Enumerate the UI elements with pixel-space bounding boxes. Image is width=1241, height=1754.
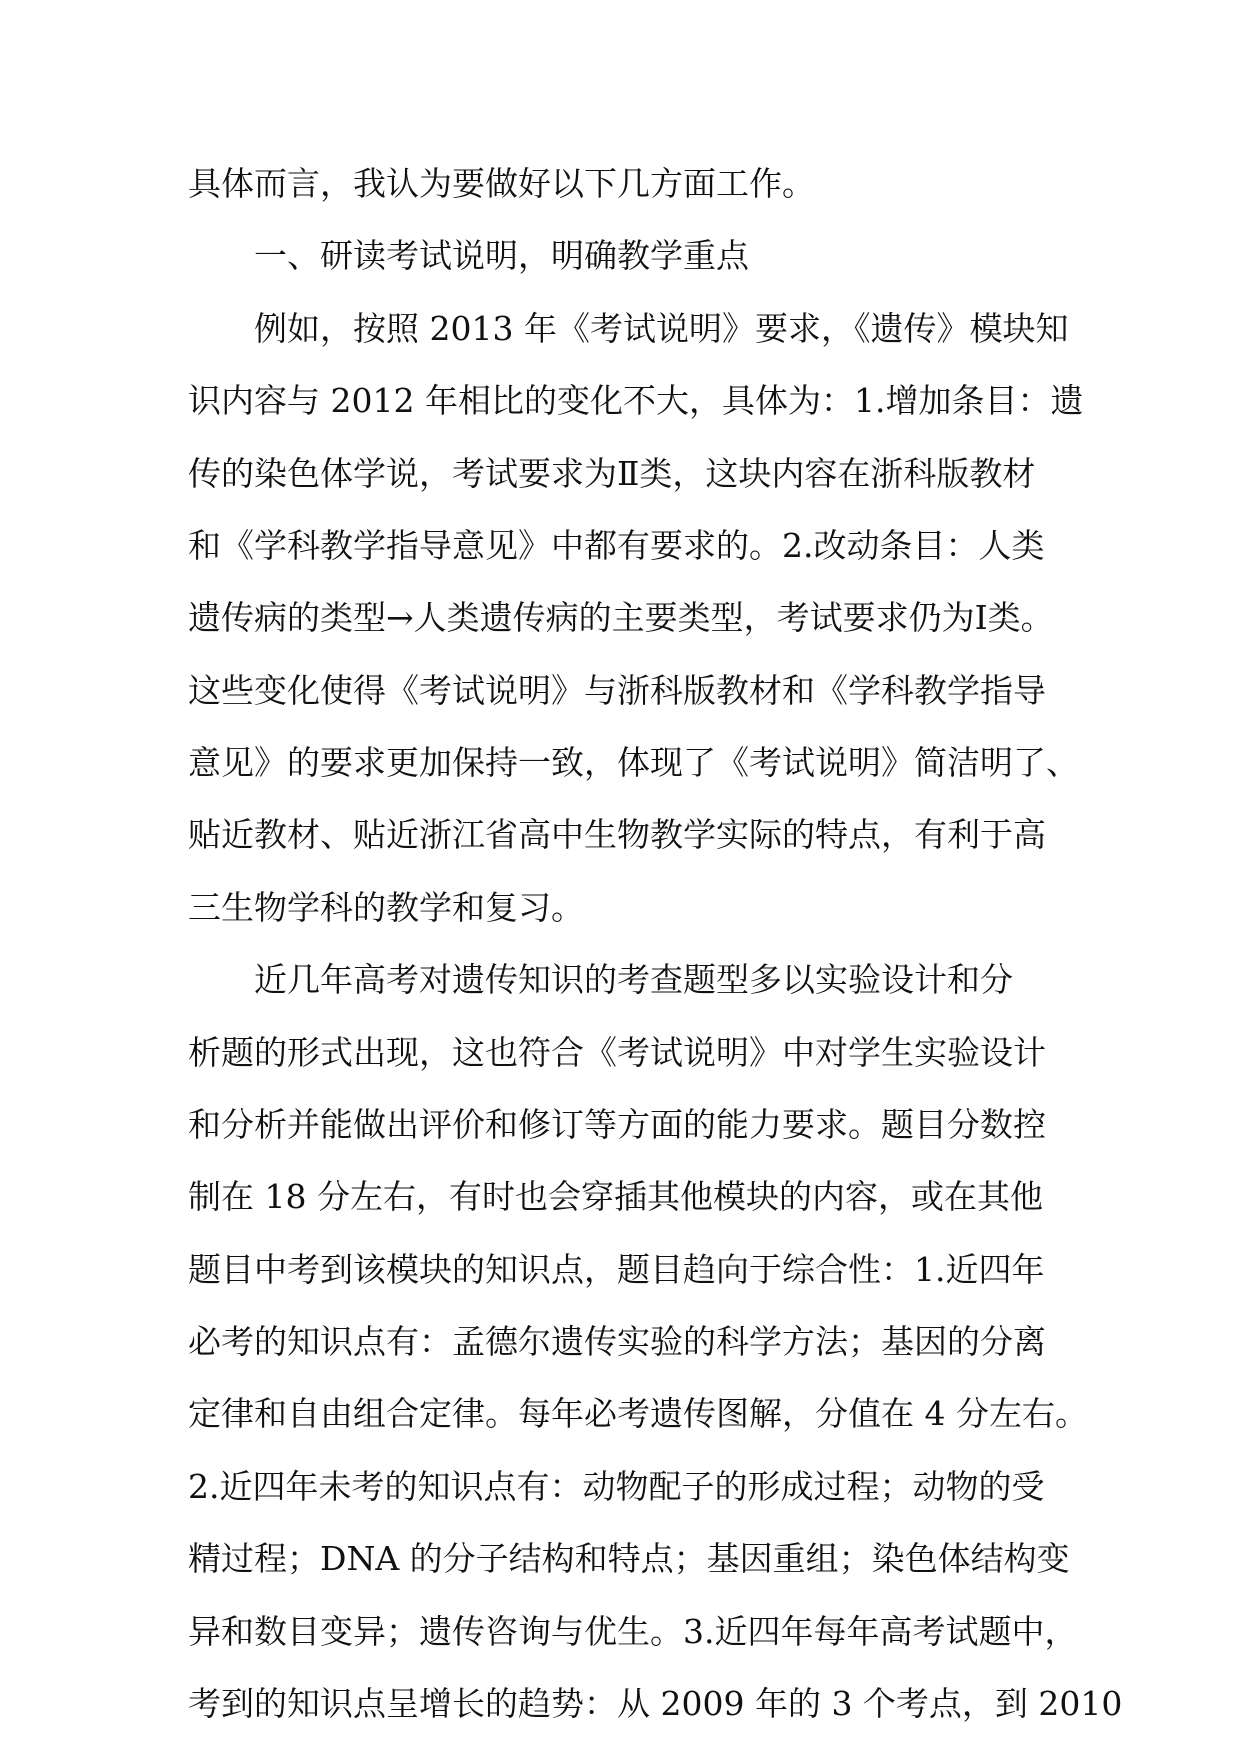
text-line-4: 识内容与 2012 年相比的变化不大，具体为：1.增加条目：遗 (188, 381, 1084, 420)
text-line-17: 必考的知识点有：孟德尔遗传实验的科学方法；基因的分离 (188, 1322, 1046, 1361)
text-line-19: 2.近四年未考的知识点有：动物配子的形成过程；动物的受 (188, 1467, 1045, 1506)
text-line-8: 这些变化使得《考试说明》与浙科版教材和《学科教学指导 (188, 671, 1046, 710)
text-line-7: 遗传病的类型→人类遗传病的主要类型，考试要求仍为Ⅰ类。 (188, 598, 1054, 637)
text-line-16: 题目中考到该模块的知识点，题目趋向于综合性：1.近四年 (188, 1250, 1045, 1289)
text-line-9: 意见》的要求更加保持一致，体现了《考试说明》简洁明了、 (188, 743, 1079, 782)
text-line-15: 制在 18 分左右，有时也会穿插其他模块的内容，或在其他 (188, 1177, 1043, 1216)
text-line-6: 和《学科教学指导意见》中都有要求的。2.改动条目：人类 (188, 526, 1045, 565)
section-heading: 一、研读考试说明，明确教学重点 (254, 236, 749, 275)
text-line-21: 异和数目变异；遗传咨询与优生。3.近四年每年高考试题中， (188, 1612, 1078, 1651)
text-line-13: 析题的形式出现，这也符合《考试说明》中对学生实验设计 (188, 1033, 1046, 1072)
text-line-14: 和分析并能做出评价和修订等方面的能力要求。题目分数控 (188, 1105, 1046, 1144)
text-line-5: 传的染色体学说，考试要求为Ⅱ类，这块内容在浙科版教材 (188, 454, 1036, 493)
text-line-22: 考到的知识点呈增长的趋势：从 2009 年的 3 个考点，到 2010 (188, 1684, 1123, 1723)
text-line-20: 精过程；DNA 的分子结构和特点；基因重组；染色体结构变 (188, 1539, 1070, 1578)
text-line-12: 近几年高考对遗传知识的考查题型多以实验设计和分 (254, 960, 1013, 999)
text-line-3: 例如，按照 2013 年《考试说明》要求，《遗传》模块知 (254, 309, 1069, 348)
text-line-18: 定律和自由组合定律。每年必考遗传图解，分值在 4 分左右。 (188, 1394, 1088, 1433)
text-line-1: 具体而言，我认为要做好以下几方面工作。 (188, 164, 815, 203)
text-line-11: 三生物学科的教学和复习。 (188, 888, 584, 927)
text-line-10: 贴近教材、贴近浙江省高中生物教学实际的特点，有利于高 (188, 815, 1046, 854)
